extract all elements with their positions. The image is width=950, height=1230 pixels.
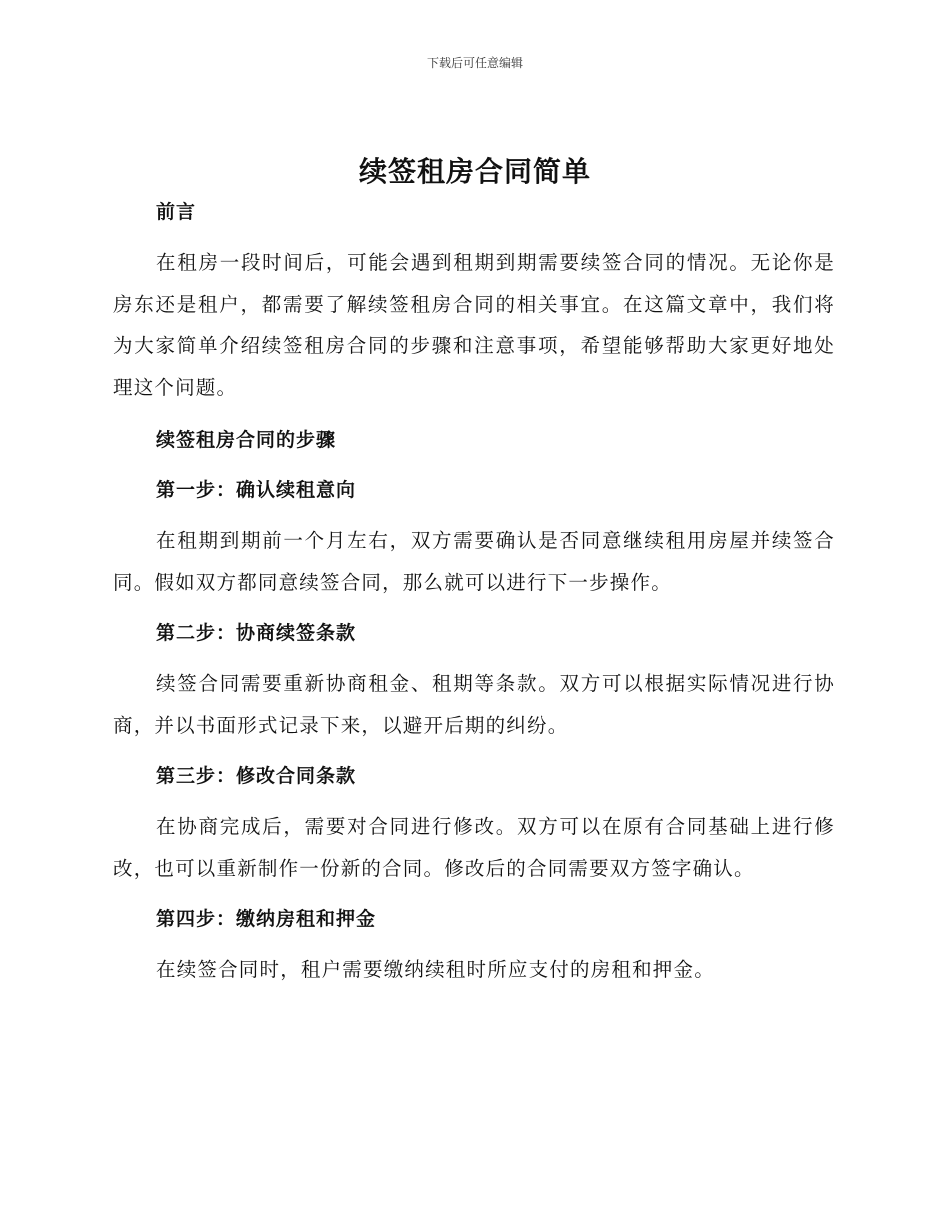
step3-paragraph: 在协商完成后，需要对合同进行修改。双方可以在原有合同基础上进行修改，也可以重新制作一份新的合同。修改后的合同需要双方签字确认。 [113,815,835,880]
step1-heading: 第一步：确认续租意向 [156,479,357,501]
step1-paragraph: 在租期到期前一个月左右，双方需要确认是否同意继续租用房屋并续签合同。假如双方都同意续签合同，那么就可以进行下一步操作。 [113,529,835,594]
step3-heading: 第三步：修改合同条款 [156,765,357,787]
step4-heading: 第四步：缴纳房租和押金 [156,908,377,930]
page-header-note: 下载后可任意编辑 [426,56,523,70]
document-body [113,192,835,991]
step2-paragraph: 续签合同需要重新协商租金、租期等条款。双方可以根据实际情况进行协商，并以书面形式记录下来，以避开后期的纠纷。 [113,672,835,737]
step2-heading: 第二步：协商续签条款 [156,622,357,644]
step4-paragraph: 在续签合同时，租户需要缴纳续租时所应支付的房租和押金。 [156,958,715,981]
preface-paragraph: 在租房一段时间后，可能会遇到租期到期需要续签合同的情况。无论你是房东还是租户，都需要了解续签租房合同的相关事宜。在这篇文章中，我们将为大家简单介绍续签租房合同的步骤和注意事项，希望能够帮助大家更好地处理这个问题。 [113,251,835,399]
preface-heading: 前言 [156,201,197,223]
document-title: 续签租房合同简单 [358,155,591,188]
steps-heading: 续签租房合同的步骤 [156,429,337,451]
